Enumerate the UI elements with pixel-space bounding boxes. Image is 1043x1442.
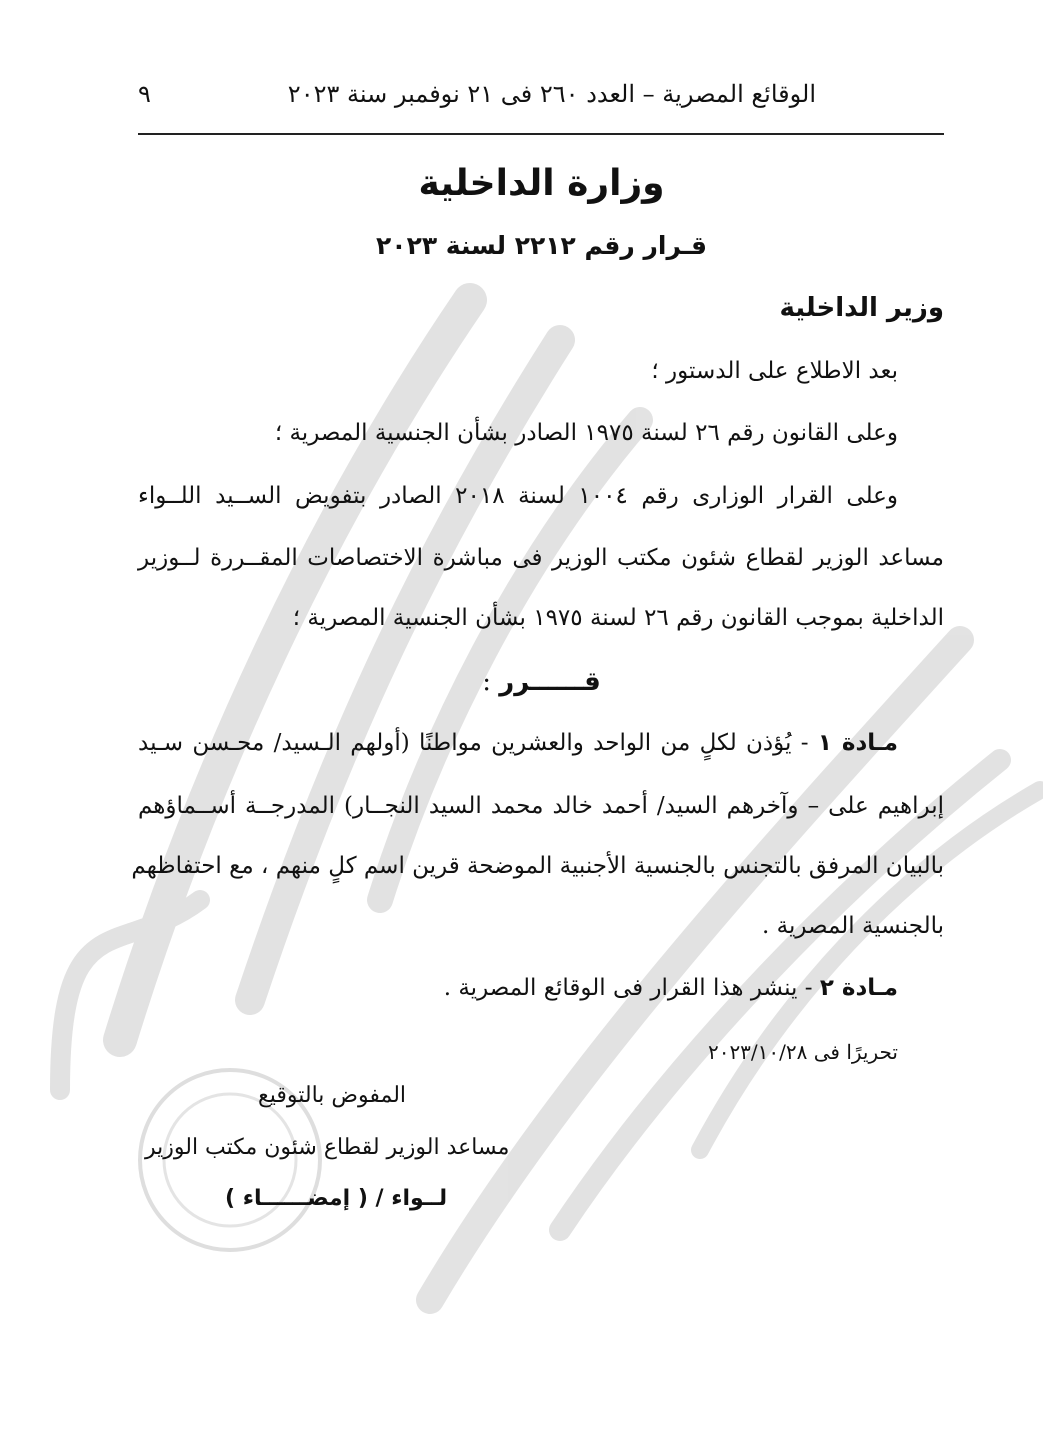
signature-rank: لــواء <box>391 1186 448 1211</box>
decree-title: قـرار رقم ٢٢١٢ لسنة ٢٠٢٣ <box>376 231 707 260</box>
page-number: ٩ <box>138 80 151 108</box>
date-line: تحريرًا فى ٢٠٢٣/١٠/٢٨ <box>707 1040 898 1064</box>
signature-signed: / ( إمضــــــاء ) <box>225 1186 392 1211</box>
signature-block <box>225 1186 447 1211</box>
decides-colon: : <box>482 667 500 697</box>
minister-heading: وزير الداخلية <box>779 293 944 323</box>
preamble-line-3: وعلى القرار الوزارى رقم ١٠٠٤ لسنة ٢٠١٨ الصادر بتفويض الســيد اللــواء <box>138 483 899 509</box>
decides-label: قــــــرر <box>499 667 601 697</box>
signature-position: مساعد الوزير لقطاع شئون مكتب الوزير <box>145 1135 510 1160</box>
signature-authorized: المفوض بالتوقيع <box>258 1083 407 1108</box>
article-1-text: - يُؤذن لكلٍ من الواحد والعشرين مواطنًا (أولهم الـسيد/ محـسن سـيد <box>138 730 818 756</box>
header-divider <box>138 133 944 135</box>
decides-heading <box>0 667 1043 697</box>
preamble-line-4: مساعد الوزير لقطاع شئون مكتب الوزير فى مباشرة الاختصاصات المقــررة لــوزير <box>138 545 944 571</box>
article-2-text: - ينشر هذا القرار فى الوقائع المصرية . <box>443 975 820 1001</box>
preamble-line-1: بعد الاطلاع على الدستور ؛ <box>651 358 898 384</box>
preamble-line-5: الداخلية بموجب القانون رقم ٢٦ لسنة ١٩٧٥ بشأن الجنسية المصرية ؛ <box>292 605 944 631</box>
article-1-line-2: إبراهيم على – وآخرهم السيد/ أحمد خالد محمد السيد النجــار) المدرجــة أســماؤهم <box>138 793 944 819</box>
preamble-line-2: وعلى القانون رقم ٢٦ لسنة ١٩٧٥ الصادر بشأن الجنسية المصرية ؛ <box>274 420 898 446</box>
article-1-line-4: بالجنسية المصرية . <box>762 913 944 939</box>
article-1-line-3: بالبيان المرفق بالتجنس بالجنسية الأجنبية الموضحة قرين اسم كلٍ منهم ، مع احتفاظهم <box>131 853 944 879</box>
article-2-line <box>444 975 898 1001</box>
ministry-name: وزارة الداخلية <box>418 163 665 204</box>
article-1-label: مـادة ١ <box>817 730 898 756</box>
article-1-line-1 <box>138 730 898 756</box>
page-header <box>138 80 944 116</box>
gazette-header-title: الوقائع المصرية – العدد ٢٦٠ فى ٢١ نوفمبر سنة ٢٠٢٣ <box>287 80 816 108</box>
article-2-label: مـادة ٢ <box>819 975 898 1001</box>
